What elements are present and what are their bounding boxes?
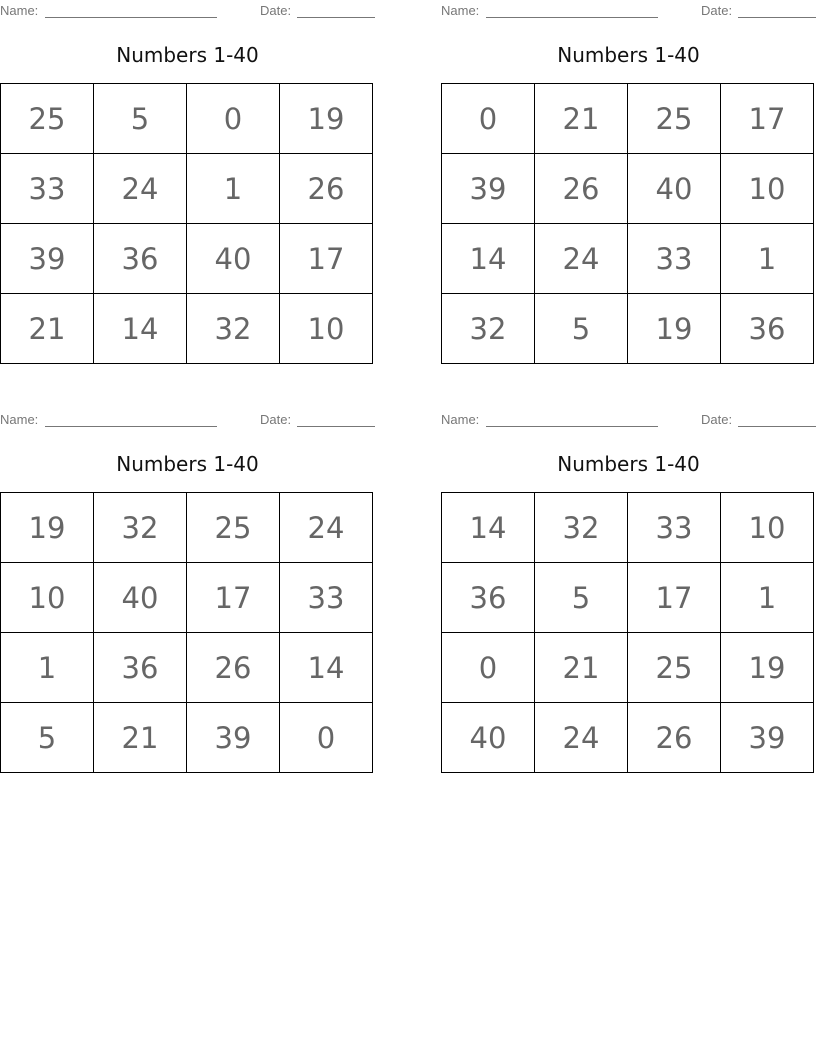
worksheet-title: Numbers 1-40 [116,43,259,67]
grid-cell: 39 [442,154,535,224]
grid-cell: 32 [535,493,628,563]
name-label: Name: [441,3,480,18]
worksheet-title: Numbers 1-40 [557,452,700,476]
grid-cell: 26 [280,154,373,224]
grid-cell: 36 [721,294,814,364]
worksheet-title: Numbers 1-40 [557,43,700,67]
grid-cell: 14 [442,224,535,294]
grid-cell: 36 [442,563,535,633]
grid-cell: 14 [94,294,187,364]
grid-cell: 0 [442,84,535,154]
grid-row [442,633,814,703]
grid-cell: 32 [187,294,280,364]
grid-row [442,294,814,364]
grid-cell: 40 [187,224,280,294]
grid-cell: 19 [280,84,373,154]
grid-cell: 21 [535,633,628,703]
number-grid [441,492,814,773]
name-label: Name: [441,412,480,427]
grid-row [1,294,373,364]
number-grid [441,83,814,364]
grid-cell: 21 [94,703,187,773]
grid-row [1,154,373,224]
grid-cell: 25 [187,493,280,563]
grid-row [1,563,373,633]
date-label: Date: [260,412,292,427]
grid-row [442,224,814,294]
grid-cell: 14 [280,633,373,703]
grid-cell: 1 [1,633,94,703]
grid-row [1,84,373,154]
grid-cell: 19 [628,294,721,364]
grid-cell: 25 [628,84,721,154]
grid-row [1,633,373,703]
grid-cell: 32 [94,493,187,563]
name-date-header [441,412,816,428]
grid-cell: 10 [1,563,94,633]
grid-cell: 39 [187,703,280,773]
grid-cell: 5 [535,563,628,633]
grid-cell: 32 [442,294,535,364]
grid-row [442,154,814,224]
grid-cell: 19 [1,493,94,563]
grid-cell: 10 [721,493,814,563]
date-field[interactable] [297,426,375,427]
grid-cell: 21 [535,84,628,154]
name-label: Name: [0,3,39,18]
name-field[interactable] [486,426,658,427]
grid-row [442,493,814,563]
date-field[interactable] [297,17,375,18]
grid-row [442,703,814,773]
worksheet-title: Numbers 1-40 [116,452,259,476]
grid-cell: 25 [628,633,721,703]
grid-cell: 0 [187,84,280,154]
grid-cell: 10 [280,294,373,364]
date-label: Date: [701,3,733,18]
grid-cell: 0 [280,703,373,773]
grid-cell: 5 [94,84,187,154]
grid-cell: 14 [442,493,535,563]
grid-cell: 1 [721,563,814,633]
grid-cell: 5 [1,703,94,773]
grid-cell: 5 [535,294,628,364]
name-date-header [0,412,375,428]
grid-cell: 26 [535,154,628,224]
grid-cell: 24 [535,224,628,294]
date-label: Date: [701,412,733,427]
grid-cell: 24 [535,703,628,773]
grid-cell: 39 [721,703,814,773]
name-field[interactable] [45,17,217,18]
name-field[interactable] [45,426,217,427]
grid-cell: 1 [721,224,814,294]
grid-cell: 21 [1,294,94,364]
grid-cell: 33 [628,224,721,294]
grid-cell: 40 [442,703,535,773]
grid-cell: 33 [280,563,373,633]
grid-cell: 40 [628,154,721,224]
grid-cell: 24 [94,154,187,224]
name-label: Name: [0,412,39,427]
date-field[interactable] [738,426,816,427]
grid-cell: 19 [721,633,814,703]
grid-row [1,493,373,563]
name-date-header [0,3,375,19]
grid-row [442,563,814,633]
grid-cell: 24 [280,493,373,563]
grid-cell: 1 [187,154,280,224]
grid-cell: 33 [1,154,94,224]
grid-row [1,703,373,773]
grid-cell: 26 [187,633,280,703]
grid-cell: 33 [628,493,721,563]
grid-cell: 17 [187,563,280,633]
grid-cell: 40 [94,563,187,633]
number-grid [0,492,373,773]
grid-cell: 36 [94,224,187,294]
grid-cell: 10 [721,154,814,224]
grid-row [1,224,373,294]
grid-cell: 17 [280,224,373,294]
grid-cell: 26 [628,703,721,773]
date-label: Date: [260,3,292,18]
grid-row [442,84,814,154]
grid-cell: 0 [442,633,535,703]
grid-cell: 25 [1,84,94,154]
name-date-header [441,3,816,19]
name-field[interactable] [486,17,658,18]
date-field[interactable] [738,17,816,18]
grid-cell: 17 [721,84,814,154]
grid-cell: 39 [1,224,94,294]
grid-cell: 17 [628,563,721,633]
grid-cell: 36 [94,633,187,703]
number-grid [0,83,373,364]
